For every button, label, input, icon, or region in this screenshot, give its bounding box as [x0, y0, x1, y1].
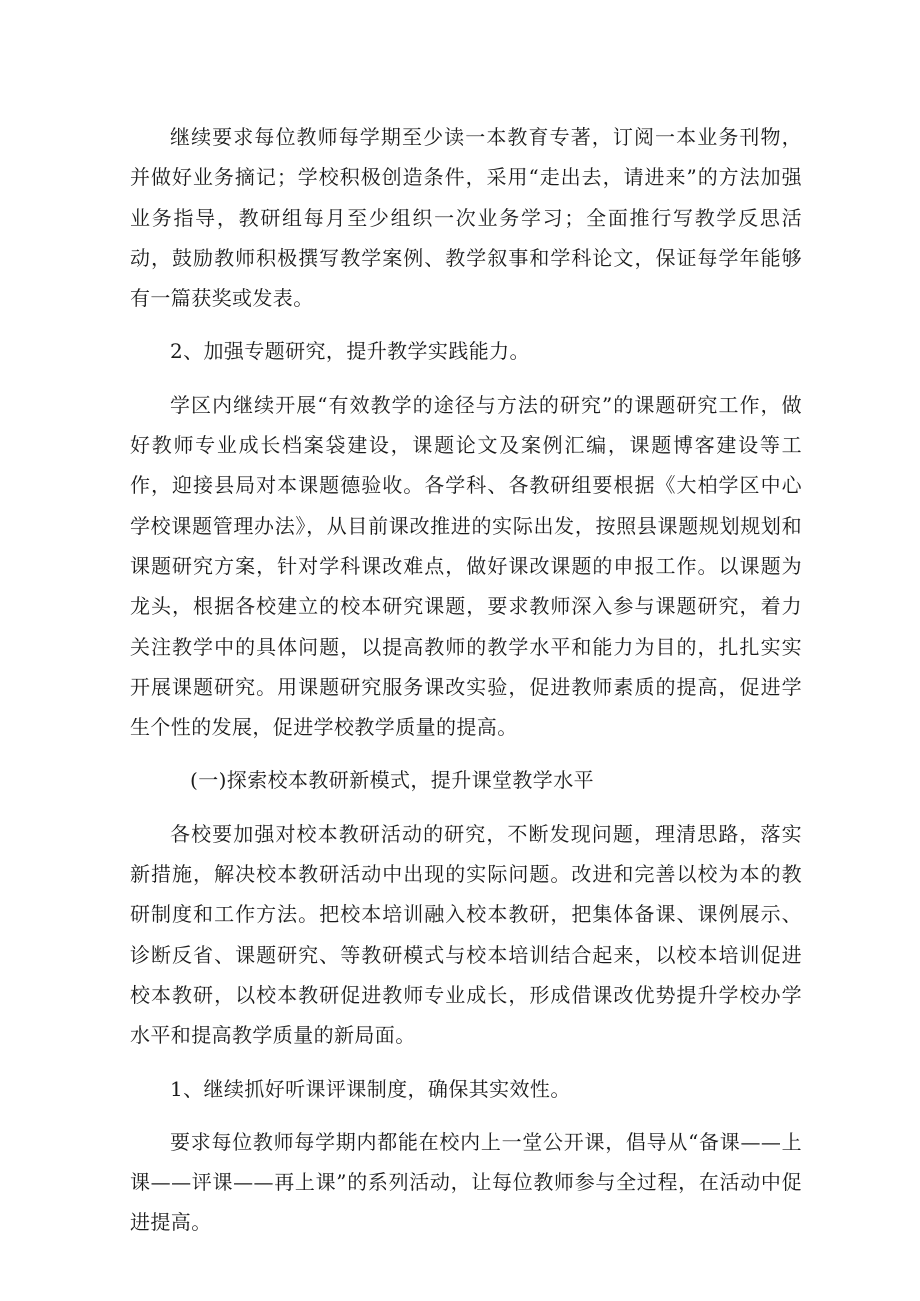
section-heading-topic-research: 2、加强专题研究，提升教学实践能力。: [170, 339, 530, 364]
paragraph-professional-reading: 继续要求每位教师每学期至少读一本教育专著，订阅一本业务刊物，并做好业务摘记；学校积极创造条件，采用“走出去，请进来”的方法加强业务指导，教研组每月至少组织一次业务学习；全面推行写教学反思活动，鼓励教师积极撰写教学案例、教学叙事和学科论文，保证每学年能够有一篇获奖或发表。: [130, 125, 802, 311]
section-heading-lesson-evaluation: 1、继续抓好听课评课制度，确保其实效性。: [170, 1076, 571, 1101]
paragraph-school-based-research: 各校要加强对校本教研活动的研究，不断发现问题，理清思路，落实新措施，解决校本教研活动中出现的实际问题。改进和完善以校为本的教研制度和工作方法。把校本培训融入校本教研，把集体备课、课例展示、诊断反省、课题研究、等教研模式与校本培训结合起来，以校本培训促进校本教研，以校本教研促进教师专业成长，形成借课改优势提升学校办学水平和提高教学质量的新局面。: [130, 821, 802, 1048]
document-body: [130, 117, 802, 1256]
paragraph-topic-research: 学区内继续开展“有效教学的途径与方法的研究”的课题研究工作，做好教师专业成长档案袋建设，课题论文及案例汇编，课题博客建设等工作，迎接县局对本课题德验收。各学科、各教研组要根据《大柏学区中心学校课题管理办法》，从目前课改推进的实际出发，按照县课题规划规划和课题研究方案，针对学科课改难点，做好课改课题的申报工作。以课题为龙头，根据各校建立的校本研究课题，要求教师深入参与课题研究，着力关注教学中的具体问题，以提高教师的教学水平和能力为目的，扎扎实实开展课题研究。用课题研究服务课改实验，促进教师素质的提高，促进学生个性的发展，促进学校教学质量的提高。: [130, 392, 802, 740]
paragraph-lesson-evaluation: 要求每位教师每学期内都能在校内上一堂公开课，倡导从“备课——上课——评课——再上课”的系列活动，让每位教师参与全过程，在活动中促进提高。: [130, 1129, 802, 1235]
section-heading-school-based-research: (一)探索校本教研新模式，提升课堂教学水平: [190, 768, 595, 793]
